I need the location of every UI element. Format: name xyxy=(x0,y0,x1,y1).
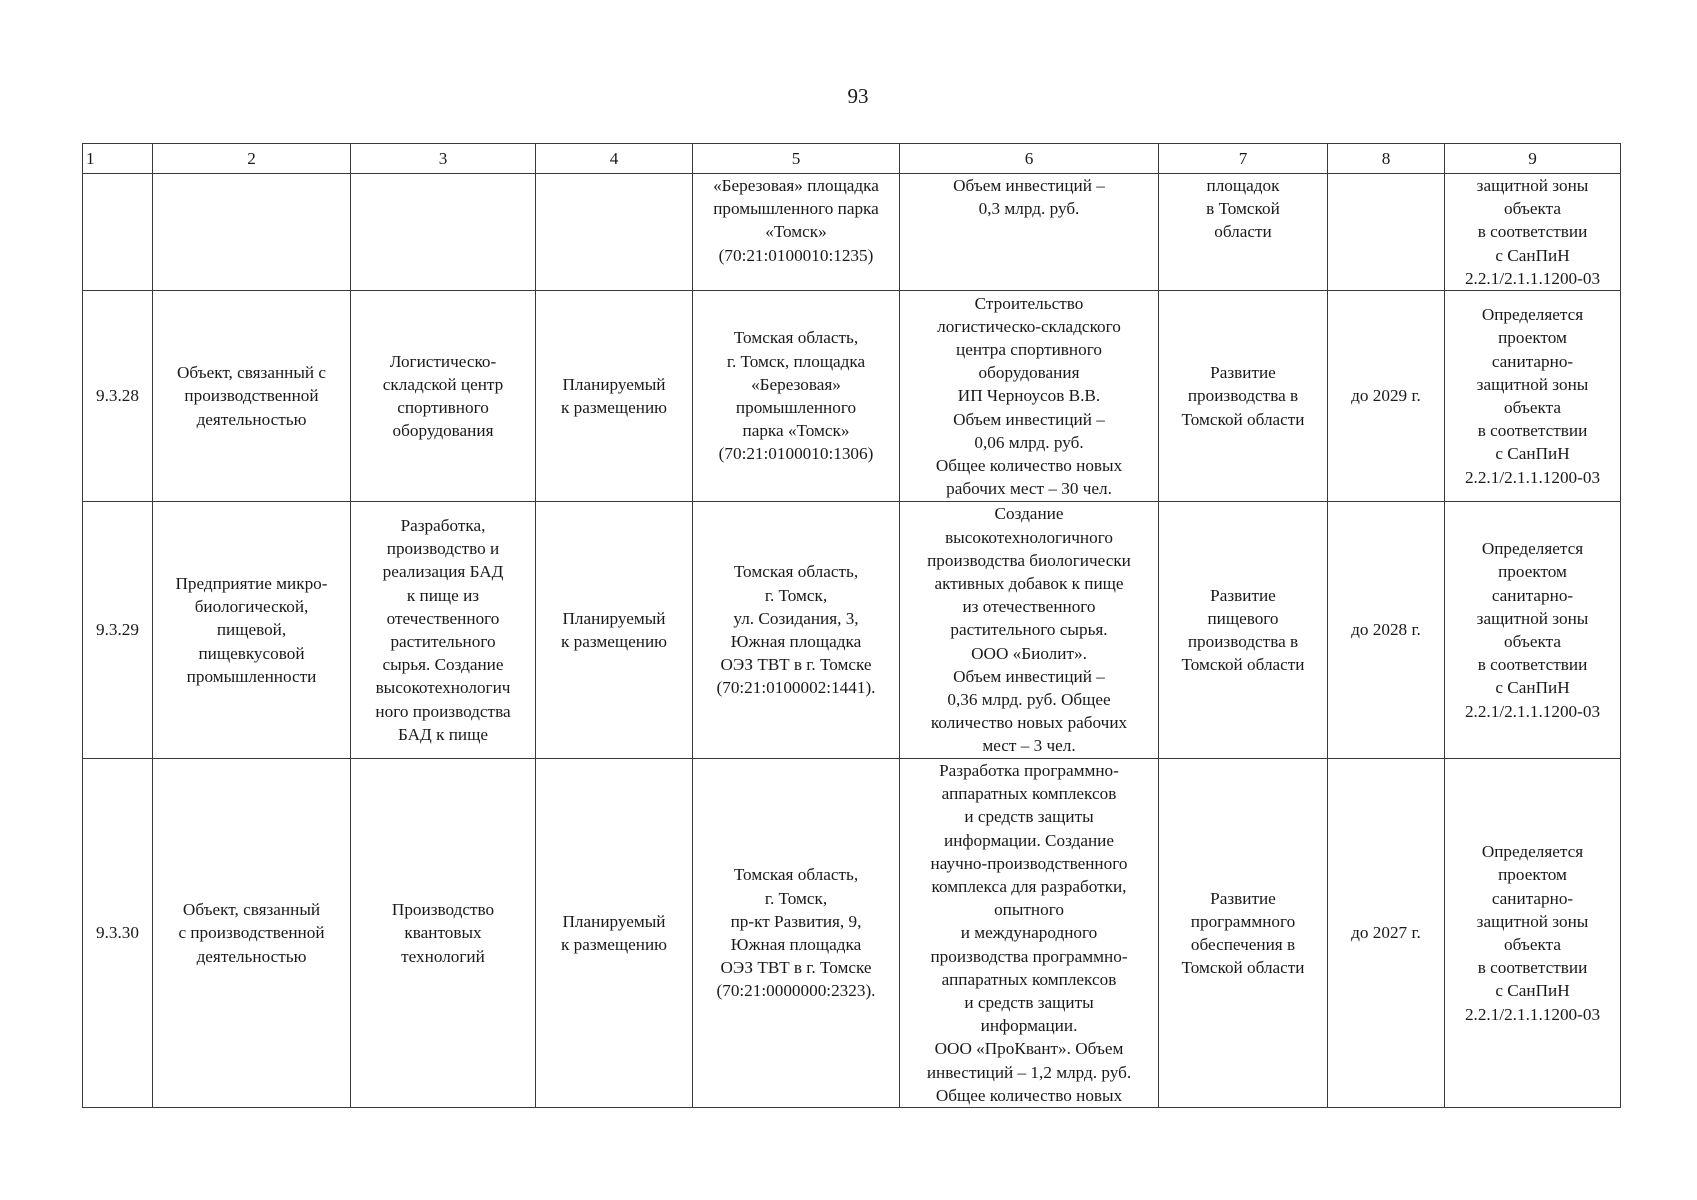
object-term xyxy=(1328,174,1445,291)
object-goal: Развитие производства в Томской области xyxy=(1159,291,1328,502)
object-status xyxy=(536,174,693,291)
table-row xyxy=(83,759,1621,1108)
object-description: Строительство логистическо-складского центра спортивного оборудования ИП Черноусов В.В. Объем инвестиций – 0,06 млрд. руб. Общее количество новых рабочих мест – 30 чел. xyxy=(900,291,1159,502)
row-number: 9.3.30 xyxy=(83,759,153,1108)
object-description: Разработка программно- аппаратных комплексов и средств защиты информации. Создание научно-производственного комплекса для разработки, опытного и международного производства программно- аппаратных комплексов и средств защиты информации. ООО «ПроКвант». Объем инвестиций – 1,2 млрд. руб. Общее количество новых xyxy=(900,759,1159,1108)
object-status: Планируемый к размещению xyxy=(536,502,693,759)
protection-zone: защитной зоны объекта в соответствии с СанПиН 2.2.1/2.1.1.1200-03 xyxy=(1445,174,1621,291)
object-goal: Развитие пищевого производства в Томской области xyxy=(1159,502,1328,759)
object-type: Предприятие микро- биологической, пищевой, пищевкусовой промышленности xyxy=(153,502,351,759)
column-header: 7 xyxy=(1159,144,1328,174)
object-type: Объект, связанный с производственной деятельностью xyxy=(153,291,351,502)
protection-zone: Определяется проектом санитарно- защитной зоны объекта в соответствии с СанПиН 2.2.1/2.1.1.1200-03 xyxy=(1445,759,1621,1108)
object-term: до 2028 г. xyxy=(1328,502,1445,759)
object-name xyxy=(351,174,536,291)
table-row xyxy=(83,502,1621,759)
object-location: Томская область, г. Томск, ул. Созидания, 3, Южная площадка ОЭЗ ТВТ в г. Томске (70:21:0100002:1441). xyxy=(693,502,900,759)
object-status: Планируемый к размещению xyxy=(536,291,693,502)
object-term: до 2029 г. xyxy=(1328,291,1445,502)
object-term: до 2027 г. xyxy=(1328,759,1445,1108)
row-number xyxy=(83,174,153,291)
column-number-row xyxy=(83,144,1621,174)
object-location: Томская область, г. Томск, площадка «Березовая» промышленного парка «Томск» (70:21:0100010:1306) xyxy=(693,291,900,502)
object-status: Планируемый к размещению xyxy=(536,759,693,1108)
column-header: 2 xyxy=(153,144,351,174)
object-name: Производство квантовых технологий xyxy=(351,759,536,1108)
column-header: 1 xyxy=(83,144,153,174)
object-name: Разработка, производство и реализация БАД к пище из отечественного растительного сырья. Создание высокотехнологич ного производства БАД к пище xyxy=(351,502,536,759)
row-number: 9.3.28 xyxy=(83,291,153,502)
object-goal: Развитие программного обеспечения в Томской области xyxy=(1159,759,1328,1108)
column-header: 4 xyxy=(536,144,693,174)
column-header: 5 xyxy=(693,144,900,174)
object-name: Логистическо- складской центр спортивного оборудования xyxy=(351,291,536,502)
table-row xyxy=(83,174,1621,291)
object-goal: площадок в Томской области xyxy=(1159,174,1328,291)
protection-zone: Определяется проектом санитарно- защитной зоны объекта в соответствии с СанПиН 2.2.1/2.1.1.1200-03 xyxy=(1445,291,1621,502)
column-header: 8 xyxy=(1328,144,1445,174)
column-header: 6 xyxy=(900,144,1159,174)
protection-zone: Определяется проектом санитарно- защитной зоны объекта в соответствии с СанПиН 2.2.1/2.1.1.1200-03 xyxy=(1445,502,1621,759)
column-header: 9 xyxy=(1445,144,1621,174)
row-number: 9.3.29 xyxy=(83,502,153,759)
object-description: Объем инвестиций – 0,3 млрд. руб. xyxy=(900,174,1159,291)
object-type: Объект, связанный с производственной деятельностью xyxy=(153,759,351,1108)
object-description: Создание высокотехнологичного производства биологически активных добавок к пище из отечественного растительного сырья. ООО «Биолит». Объем инвестиций – 0,36 млрд. руб. Общее количество новых рабочих мест – 3 чел. xyxy=(900,502,1159,759)
column-header: 3 xyxy=(351,144,536,174)
planning-table xyxy=(82,143,1621,1108)
table-row xyxy=(83,291,1621,502)
object-location: «Березовая» площадка промышленного парка «Томск» (70:21:0100010:1235) xyxy=(693,174,900,291)
object-location: Томская область, г. Томск, пр-кт Развития, 9, Южная площадка ОЭЗ ТВТ в г. Томске (70:21:0000000:2323). xyxy=(693,759,900,1108)
object-type xyxy=(153,174,351,291)
page-number: 93 xyxy=(847,84,869,108)
